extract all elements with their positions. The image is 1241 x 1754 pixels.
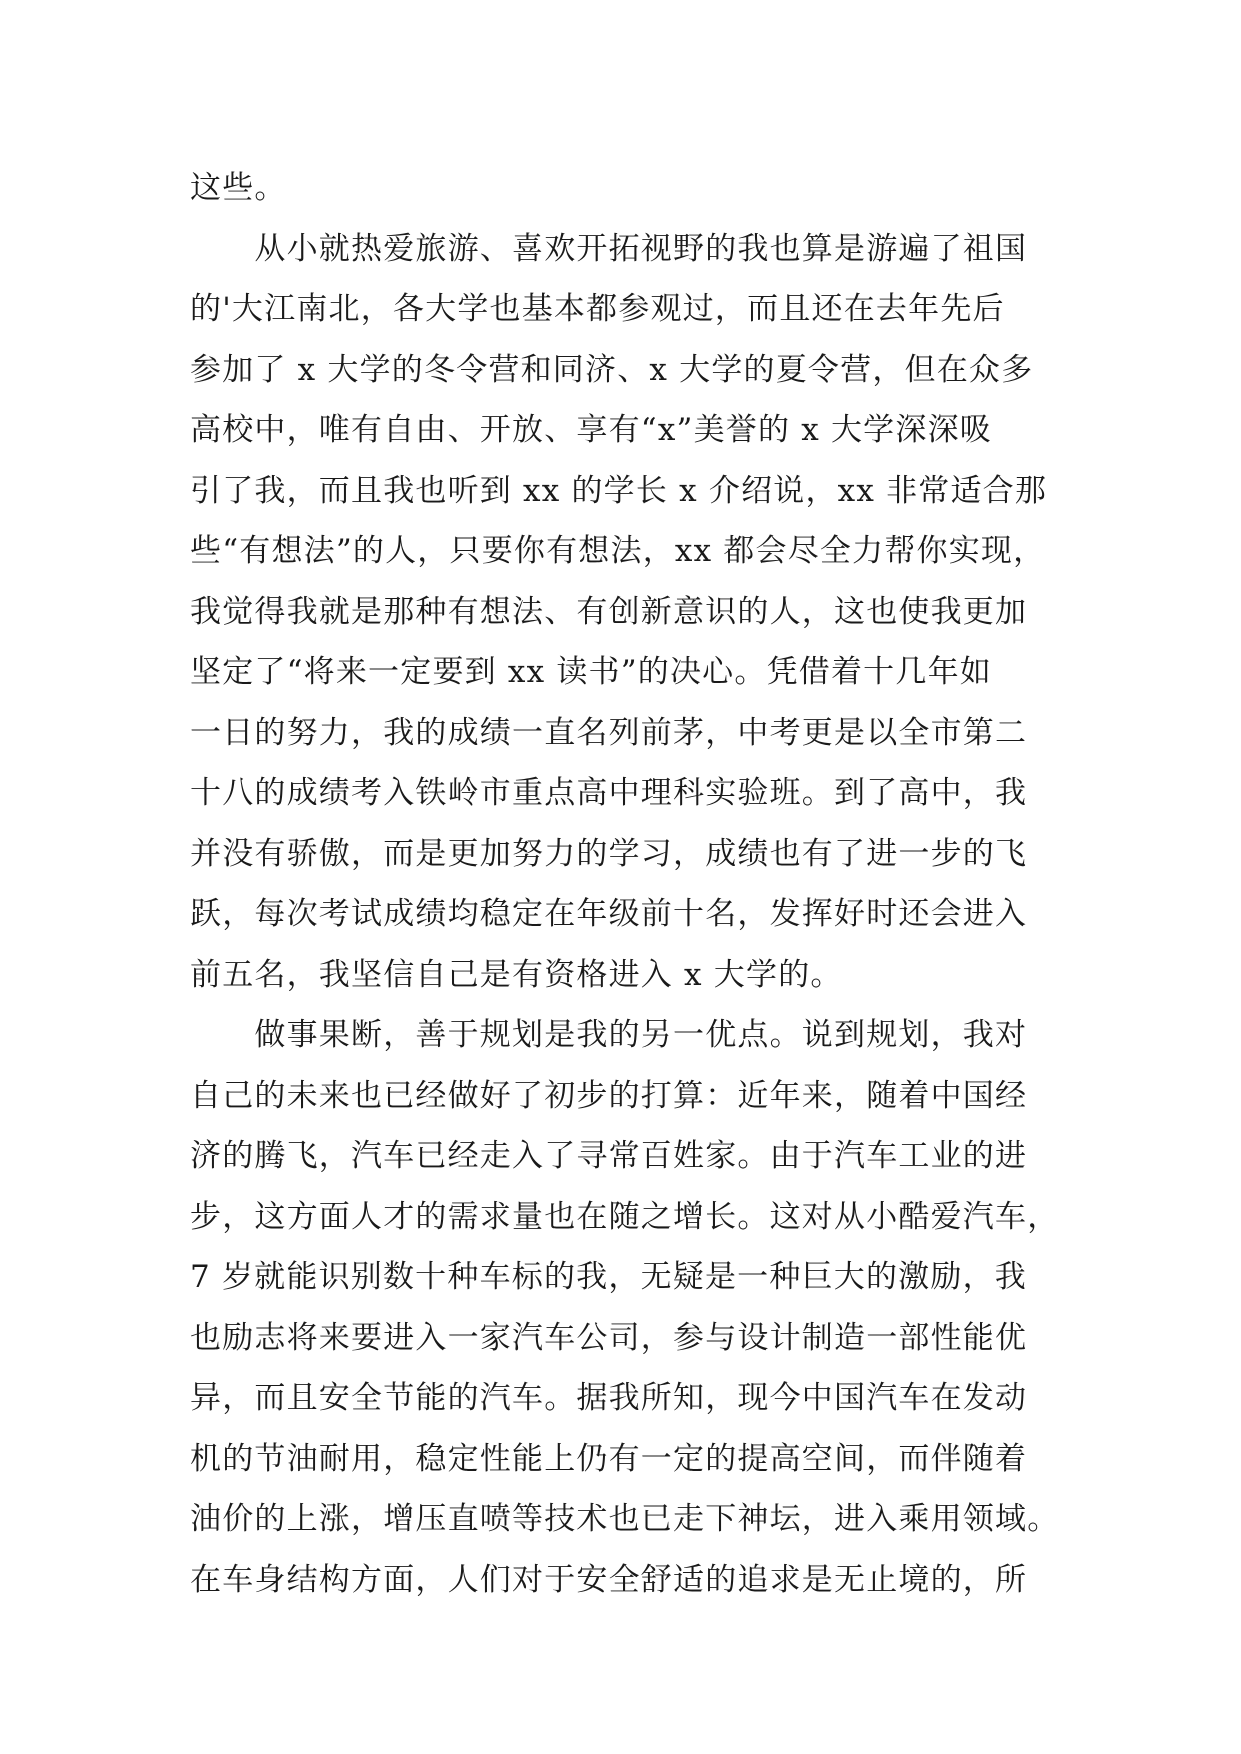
text-line: 7 岁就能识别数十种车标的我，无疑是一种巨大的激励，我 [190, 1259, 1027, 1295]
text-line: 从小就热爱旅游、喜欢开拓视野的我也算是游遍了祖国 [190, 230, 1028, 267]
text-line: 坚定了“将来一定要到 xx 读书”的决心。凭借着十几年如 [190, 654, 992, 690]
text-line: 也励志将来要进入一家汽车公司，参与设计制造一部性能优 [190, 1319, 1028, 1356]
text-line: 做事果断，善于规划是我的另一优点。说到规划，我对 [190, 1017, 1028, 1053]
text-line: 的'大江南北，各大学也基本都参观过，而且还在去年先后 [190, 291, 1005, 327]
body-text [190, 158, 1060, 1610]
text-line: 些“有想法”的人，只要你有想法，xx 都会尽全力帮你实现， [190, 533, 1046, 569]
text-line: 自己的未来也已经做好了初步的打算：近年来，随着中国经 [190, 1077, 1028, 1114]
text-line: 高校中，唯有自由、开放、享有“x”美誉的 x 大学深深吸 [190, 412, 992, 448]
text-line: 机的节油耐用，稳定性能上仍有一定的提高空间，而伴随着 [190, 1440, 1028, 1477]
text-line: 在车身结构方面，人们对于安全舒适的追求是无止境的，所 [190, 1561, 1028, 1598]
text-line: 十八的成绩考入铁岭市重点高中理科实验班。到了高中，我 [190, 775, 1028, 811]
text-line: 异，而且安全节能的汽车。据我所知，现今中国汽车在发动 [190, 1380, 1028, 1416]
text-line: 前五名，我坚信自己是有资格进入 x 大学的。 [190, 956, 843, 993]
text-line: 跃，每次考试成绩均稳定在年级前十名，发挥好时还会进入 [190, 896, 1028, 932]
text-line: 一日的努力，我的成绩一直名列前茅，中考更是以全市第二 [190, 714, 1028, 751]
text-line: 济的腾飞，汽车已经走入了寻常百姓家。由于汽车工业的进 [190, 1138, 1028, 1174]
text-line: 步，这方面人才的需求量也在随之增长。这对从小酷爱汽车， [190, 1198, 1060, 1235]
text-line: 引了我，而且我也听到 xx 的学长 x 介绍说，xx 非常适合那 [190, 472, 1048, 509]
text-line: 我觉得我就是那种有想法、有创新意识的人，这也使我更加 [190, 593, 1028, 630]
text-line: 这些。 [190, 170, 287, 206]
text-line: 油价的上涨，增压直喷等技术也已走下神坛，进入乘用领域。 [190, 1501, 1060, 1537]
text-line: 参加了 x 大学的冬令营和同济、x 大学的夏令营，但在众多 [190, 351, 1034, 388]
text-line: 并没有骄傲，而是更加努力的学习，成绩也有了进一步的飞 [190, 835, 1028, 872]
